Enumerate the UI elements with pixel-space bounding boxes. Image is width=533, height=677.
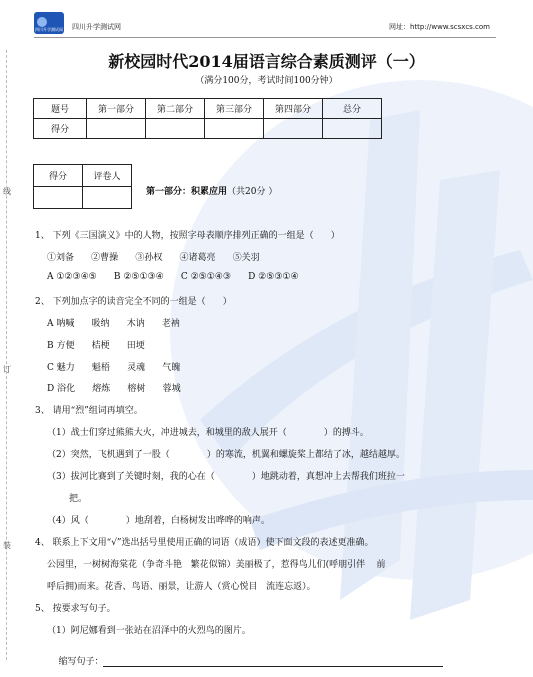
grader-table-header-row	[34, 165, 132, 187]
question-2-option-d: D 浴化 熔炼 榕树 蓉城	[47, 384, 181, 394]
question-1-items: ①刘备 ②曹操 ③孙权 ④诸葛亮 ⑤关羽	[47, 253, 260, 263]
header-divider	[34, 37, 496, 38]
score-header-cell: 总分	[323, 99, 382, 119]
score-header-cell: 第一部分	[87, 99, 146, 119]
question-2-option-c: C 魅力 魁梧 灵魂 气魄	[47, 363, 181, 373]
page-header	[34, 8, 496, 38]
score-input-cell[interactable]	[205, 119, 264, 139]
question-1-options: A ①②③④⑤ B ②⑤①③④ C ②⑤①④③ D ②⑤③①④	[47, 272, 299, 282]
score-header-cell: 第四部分	[264, 99, 323, 119]
score-header-cell: 第三部分	[205, 99, 264, 119]
answer-prompt: 缩写句子：	[58, 657, 104, 667]
score-input-cell[interactable]	[264, 119, 323, 139]
grader-input-cell[interactable]	[83, 187, 132, 209]
grader-header-cell: 评卷人	[83, 165, 132, 187]
margin-label-order: 订	[3, 365, 11, 374]
score-header-cell: 第二部分	[146, 99, 205, 119]
margin-label-bind: 装	[3, 541, 11, 550]
question-5-item-1: （1）阿尼娜看到一张站在沼泽中的火烈鸟的图片。	[47, 626, 251, 636]
question-3-item-1: （1）战士们穿过熊熊大火，冲进城去，和城里的敌人展开（ ）的搏斗。	[47, 428, 369, 438]
grader-input-cell[interactable]	[34, 187, 83, 209]
score-table	[33, 98, 382, 139]
binding-margin-line	[6, 50, 7, 660]
logo-text: 四川升学测试网	[35, 27, 63, 32]
question-3-stem: 3、 请用“烈”组词再填空。	[35, 406, 143, 416]
exam-subtitle: （满分100分，考试时间100分钟）	[195, 76, 338, 86]
grader-table-input-row	[34, 187, 132, 209]
score-table-score-row	[34, 119, 382, 139]
question-3-item-3: （3）拔河比赛到了关键时刻，我的心在（ ）地跳动着，真想冲上去帮我们班拉一	[47, 472, 405, 482]
question-4-passage-2: 呼后拥)而来。花香、鸟语、丽景，让游人（赏心悦目 流连忘返）。	[47, 582, 316, 592]
score-input-cell[interactable]	[87, 119, 146, 139]
grader-header-cell: 得分	[34, 165, 83, 187]
exam-title: 新校园时代2014届语言综合素质测评（一）	[108, 52, 425, 71]
score-input-cell[interactable]	[146, 119, 205, 139]
score-header-cell: 题号	[34, 99, 87, 119]
part1-heading	[146, 184, 277, 197]
question-2-option-b: B 方便 桔梗 田埂	[47, 341, 145, 351]
question-1-stem: 1、 下列《三国演义》中的人物，按照字母表顺序排列正确的一组是（ ）	[35, 231, 340, 241]
part1-points: （共20分 ）	[227, 187, 278, 197]
part1-label: 第一部分：积累应用	[146, 187, 228, 197]
margin-label-line: 线	[3, 187, 11, 196]
site-logo	[34, 12, 64, 34]
question-2-option-a: A 呐喊 吸纳 木讷 老衲	[47, 319, 180, 329]
question-3-item-3-cont: 把。	[69, 494, 88, 504]
question-4-passage-1: 公园里，一树树海棠花（争奇斗艳 繁花似锦）美丽极了，惹得鸟儿们(呼朋引伴 前	[47, 560, 386, 570]
site-url: 网址：http://www.scsxcs.com	[388, 23, 490, 31]
grader-table	[33, 164, 132, 209]
question-2-stem: 2、 下列加点字的读音完全不同的一组是（ ）	[35, 297, 232, 307]
answer-line[interactable]	[103, 657, 443, 667]
question-5-answer-row	[47, 644, 443, 677]
question-4-stem: 4、 联系上下文用“√”选出括号里使用正确的词语（成语）使下面文段的表述更准确。	[35, 538, 374, 548]
question-5-stem: 5、 按要求写句子。	[35, 604, 116, 614]
site-name: 四川升学测试网	[72, 23, 121, 31]
score-input-cell[interactable]	[323, 119, 382, 139]
question-3-item-2: （2）突然，飞机遇到了一股（ ）的寒流，机翼和螺旋桨上都结了冰，越结越厚。	[47, 450, 405, 460]
score-row-label: 得分	[34, 119, 87, 139]
score-table-header-row	[34, 99, 382, 119]
question-3-item-4: （4）风（ ）地刮着，白杨树发出哗哗的响声。	[47, 516, 270, 526]
